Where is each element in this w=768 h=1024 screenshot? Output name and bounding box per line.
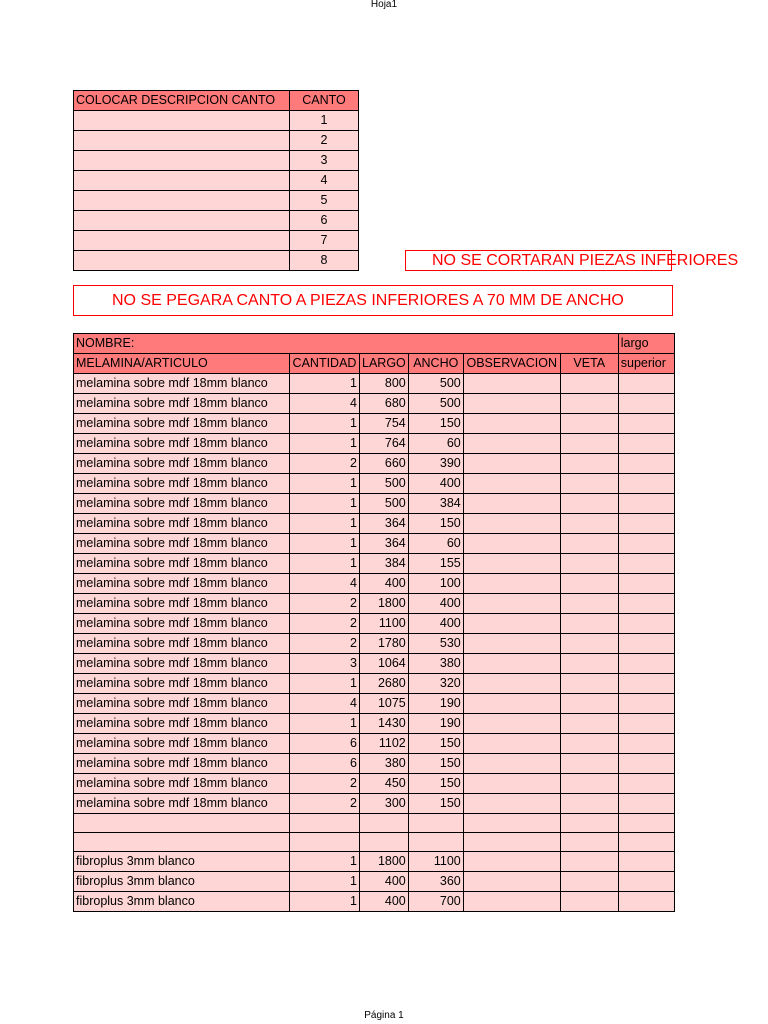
largo-cell[interactable]: 1102 (360, 734, 409, 754)
observacion-cell[interactable] (463, 774, 560, 794)
largo-superior-cell[interactable] (618, 594, 674, 614)
table-row (74, 674, 675, 694)
veta-cell[interactable] (560, 774, 618, 794)
ancho-cell[interactable]: 380 (408, 654, 463, 674)
ancho-cell[interactable]: 190 (408, 714, 463, 734)
table-row (74, 614, 675, 634)
cantidad-cell[interactable] (290, 814, 360, 833)
largo-superior-cell[interactable] (618, 494, 674, 514)
articulo-cell[interactable]: melamina sobre mdf 18mm blanco (74, 714, 290, 734)
articulo-cell[interactable]: melamina sobre mdf 18mm blanco (74, 514, 290, 534)
ancho-cell[interactable]: 700 (408, 892, 463, 912)
ancho-cell[interactable]: 190 (408, 694, 463, 714)
veta-cell[interactable] (560, 734, 618, 754)
largo-cell[interactable]: 1800 (360, 594, 409, 614)
articulo-cell[interactable]: melamina sobre mdf 18mm blanco (74, 734, 290, 754)
largo-cell[interactable]: 380 (360, 754, 409, 774)
cantidad-cell[interactable]: 1 (290, 494, 360, 514)
canto-description-cell[interactable] (74, 131, 290, 151)
ancho-header[interactable]: ANCHO (408, 354, 463, 374)
nombre-label[interactable]: NOMBRE: (74, 334, 619, 354)
largo-superior-cell[interactable] (618, 474, 674, 494)
largo-cell[interactable]: 680 (360, 394, 409, 414)
veta-cell[interactable] (560, 554, 618, 574)
articulo-cell[interactable]: melamina sobre mdf 18mm blanco (74, 774, 290, 794)
cantidad-cell[interactable]: 2 (290, 794, 360, 814)
observacion-cell[interactable] (463, 374, 560, 394)
table-row (74, 714, 675, 734)
canto-row (74, 131, 359, 151)
articulo-cell[interactable]: fibroplus 3mm blanco (74, 872, 290, 892)
observacion-header[interactable]: OBSERVACION (463, 354, 560, 374)
cantidad-header[interactable]: CANTIDAD (290, 354, 360, 374)
edge-notice: NO SE PEGARA CANTO A PIEZAS INFERIORES A 70 MM DE ANCHO (73, 285, 673, 316)
articulo-cell[interactable]: melamina sobre mdf 18mm blanco (74, 574, 290, 594)
cantidad-cell[interactable]: 2 (290, 634, 360, 654)
canto-number-cell[interactable]: 3 (290, 151, 359, 171)
canto-row (74, 211, 359, 231)
veta-cell[interactable] (560, 714, 618, 734)
largo-superior-cell[interactable] (618, 654, 674, 674)
largo-superior-cell[interactable] (618, 374, 674, 394)
table-row (74, 634, 675, 654)
table-row (74, 774, 675, 794)
observacion-cell[interactable] (463, 614, 560, 634)
observacion-cell[interactable] (463, 394, 560, 414)
observacion-cell[interactable] (463, 654, 560, 674)
largo-cell[interactable]: 1430 (360, 714, 409, 734)
veta-cell[interactable] (560, 414, 618, 434)
largo-superior-cell[interactable] (618, 833, 674, 852)
cantidad-cell[interactable]: 1 (290, 414, 360, 434)
ancho-cell[interactable]: 360 (408, 872, 463, 892)
canto-row (74, 251, 359, 271)
page-number: Página 1 (364, 1010, 404, 1021)
largo-cell[interactable]: 364 (360, 534, 409, 554)
ancho-cell[interactable]: 150 (408, 794, 463, 814)
canto-row (74, 151, 359, 171)
ancho-cell[interactable]: 530 (408, 634, 463, 654)
largo-cell[interactable]: 764 (360, 434, 409, 454)
ancho-cell[interactable]: 60 (408, 434, 463, 454)
canto-number-cell[interactable]: 4 (290, 171, 359, 191)
table-row (74, 892, 675, 912)
canto-row (74, 191, 359, 211)
articulo-cell[interactable]: melamina sobre mdf 18mm blanco (74, 454, 290, 474)
table-row (74, 394, 675, 414)
ancho-cell[interactable]: 1100 (408, 852, 463, 872)
ancho-cell[interactable]: 400 (408, 594, 463, 614)
ancho-cell[interactable]: 390 (408, 454, 463, 474)
observacion-cell[interactable] (463, 494, 560, 514)
articulo-cell[interactable]: melamina sobre mdf 18mm blanco (74, 694, 290, 714)
veta-cell[interactable] (560, 594, 618, 614)
ancho-cell[interactable]: 500 (408, 374, 463, 394)
canto-description-cell[interactable] (74, 211, 290, 231)
largo-cell[interactable]: 660 (360, 454, 409, 474)
cantidad-cell[interactable]: 1 (290, 374, 360, 394)
cantidad-cell[interactable]: 1 (290, 554, 360, 574)
ancho-cell[interactable]: 150 (408, 774, 463, 794)
cantidad-cell[interactable]: 2 (290, 774, 360, 794)
table-row (74, 434, 675, 454)
largo-cell[interactable]: 450 (360, 774, 409, 794)
articulo-cell[interactable]: melamina sobre mdf 18mm blanco (74, 534, 290, 554)
articulo-cell[interactable]: fibroplus 3mm blanco (74, 892, 290, 912)
articulo-header[interactable]: MELAMINA/ARTICULO (74, 354, 290, 374)
canto-description-cell[interactable] (74, 231, 290, 251)
cantidad-cell[interactable] (290, 833, 360, 852)
articulo-cell[interactable]: melamina sobre mdf 18mm blanco (74, 654, 290, 674)
largo-superior-cell[interactable] (618, 852, 674, 872)
veta-header[interactable]: VETA (560, 354, 618, 374)
largo-superior-cell[interactable] (618, 554, 674, 574)
articulo-cell[interactable]: melamina sobre mdf 18mm blanco (74, 554, 290, 574)
veta-cell[interactable] (560, 892, 618, 912)
canto-table (73, 90, 359, 271)
canto-description-header[interactable]: COLOCAR DESCRIPCION CANTO (74, 91, 290, 111)
largo-cell[interactable]: 1800 (360, 852, 409, 872)
largo-superior-cell[interactable] (618, 454, 674, 474)
table-row (74, 414, 675, 434)
ancho-cell[interactable] (408, 814, 463, 833)
veta-cell[interactable] (560, 614, 618, 634)
veta-cell[interactable] (560, 534, 618, 554)
canto-number-cell[interactable]: 7 (290, 231, 359, 251)
veta-cell[interactable] (560, 474, 618, 494)
largo-superior-cell[interactable] (618, 714, 674, 734)
articulo-cell[interactable]: melamina sobre mdf 18mm blanco (74, 434, 290, 454)
articulo-cell[interactable]: melamina sobre mdf 18mm blanco (74, 594, 290, 614)
canto-description-cell[interactable] (74, 151, 290, 171)
articulo-cell[interactable]: melamina sobre mdf 18mm blanco (74, 634, 290, 654)
cantidad-cell[interactable]: 2 (290, 594, 360, 614)
observacion-cell[interactable] (463, 474, 560, 494)
ancho-cell[interactable]: 150 (408, 514, 463, 534)
ancho-cell[interactable]: 155 (408, 554, 463, 574)
table-row (74, 754, 675, 774)
canto-row (74, 231, 359, 251)
canto-row (74, 111, 359, 131)
veta-cell[interactable] (560, 833, 618, 852)
table-row (74, 794, 675, 814)
observacion-cell[interactable] (463, 514, 560, 534)
column-header-row (74, 354, 675, 374)
veta-cell[interactable] (560, 394, 618, 414)
observacion-cell[interactable] (463, 852, 560, 872)
articulo-cell[interactable]: melamina sobre mdf 18mm blanco (74, 414, 290, 434)
largo-superior-cell[interactable] (618, 694, 674, 714)
ancho-cell[interactable]: 150 (408, 414, 463, 434)
observacion-cell[interactable] (463, 814, 560, 833)
table-row (74, 514, 675, 534)
observacion-cell[interactable] (463, 833, 560, 852)
articulo-cell[interactable]: fibroplus 3mm blanco (74, 852, 290, 872)
veta-cell[interactable] (560, 814, 618, 833)
largo-superior-cell[interactable] (618, 614, 674, 634)
observacion-cell[interactable] (463, 434, 560, 454)
articulo-cell[interactable]: melamina sobre mdf 18mm blanco (74, 374, 290, 394)
ancho-cell[interactable]: 400 (408, 614, 463, 634)
canto-number-cell[interactable]: 6 (290, 211, 359, 231)
pieces-table (73, 333, 675, 912)
table-row (74, 374, 675, 394)
articulo-cell[interactable] (74, 833, 290, 852)
cantidad-cell[interactable]: 3 (290, 654, 360, 674)
largo-superior-cell[interactable] (618, 414, 674, 434)
largo-cell[interactable]: 754 (360, 414, 409, 434)
canto-description-cell[interactable] (74, 171, 290, 191)
observacion-cell[interactable] (463, 754, 560, 774)
largo-superior-cell[interactable] (618, 674, 674, 694)
largo-superior-cell[interactable] (618, 774, 674, 794)
largo-cell[interactable]: 384 (360, 554, 409, 574)
table-row (74, 734, 675, 754)
largo-superior-cell[interactable] (618, 872, 674, 892)
largo-cell[interactable]: 400 (360, 574, 409, 594)
veta-cell[interactable] (560, 852, 618, 872)
largo-superior-cell[interactable] (618, 514, 674, 534)
cut-notice: NO SE CORTARAN PIEZAS INFERIORES (405, 250, 672, 271)
canto-number-cell[interactable]: 8 (290, 251, 359, 271)
veta-cell[interactable] (560, 694, 618, 714)
articulo-cell[interactable]: melamina sobre mdf 18mm blanco (74, 394, 290, 414)
largo-superior-cell[interactable] (618, 892, 674, 912)
observacion-cell[interactable] (463, 634, 560, 654)
veta-cell[interactable] (560, 434, 618, 454)
observacion-cell[interactable] (463, 714, 560, 734)
largo-cell[interactable]: 1064 (360, 654, 409, 674)
articulo-cell[interactable]: melamina sobre mdf 18mm blanco (74, 674, 290, 694)
largo-cell[interactable]: 400 (360, 892, 409, 912)
cantidad-cell[interactable]: 4 (290, 694, 360, 714)
largo-cell[interactable]: 2680 (360, 674, 409, 694)
veta-cell[interactable] (560, 374, 618, 394)
canto-number-cell[interactable]: 1 (290, 111, 359, 131)
cantidad-cell[interactable]: 2 (290, 614, 360, 634)
cantidad-cell[interactable]: 6 (290, 754, 360, 774)
largo-cell[interactable] (360, 814, 409, 833)
largo-cell[interactable]: 300 (360, 794, 409, 814)
articulo-cell[interactable]: melamina sobre mdf 18mm blanco (74, 794, 290, 814)
observacion-cell[interactable] (463, 534, 560, 554)
cantidad-cell[interactable]: 2 (290, 454, 360, 474)
veta-cell[interactable] (560, 754, 618, 774)
canto-number-header[interactable]: CANTO (290, 91, 359, 111)
canto-number-cell[interactable]: 2 (290, 131, 359, 151)
articulo-cell[interactable]: melamina sobre mdf 18mm blanco (74, 474, 290, 494)
table-row (74, 594, 675, 614)
largo-superior-bottom[interactable]: superior (618, 354, 674, 374)
canto-description-cell[interactable] (74, 251, 290, 271)
observacion-cell[interactable] (463, 414, 560, 434)
veta-cell[interactable] (560, 634, 618, 654)
largo-cell[interactable]: 500 (360, 494, 409, 514)
cantidad-cell[interactable]: 1 (290, 872, 360, 892)
largo-cell[interactable]: 1075 (360, 694, 409, 714)
cantidad-cell[interactable]: 1 (290, 514, 360, 534)
observacion-cell[interactable] (463, 872, 560, 892)
ancho-cell[interactable]: 384 (408, 494, 463, 514)
largo-header[interactable]: LARGO (360, 354, 409, 374)
canto-description-cell[interactable] (74, 111, 290, 131)
largo-cell[interactable]: 1100 (360, 614, 409, 634)
veta-cell[interactable] (560, 872, 618, 892)
cantidad-cell[interactable]: 1 (290, 674, 360, 694)
cantidad-cell[interactable]: 1 (290, 474, 360, 494)
veta-cell[interactable] (560, 454, 618, 474)
table-row (74, 534, 675, 554)
observacion-cell[interactable] (463, 574, 560, 594)
canto-header-row (74, 91, 359, 111)
largo-superior-top[interactable]: largo (618, 334, 674, 354)
cantidad-cell[interactable]: 1 (290, 534, 360, 554)
table-row (74, 574, 675, 594)
largo-cell[interactable]: 1780 (360, 634, 409, 654)
observacion-cell[interactable] (463, 454, 560, 474)
largo-superior-cell[interactable] (618, 794, 674, 814)
articulo-cell[interactable]: melamina sobre mdf 18mm blanco (74, 494, 290, 514)
largo-superior-cell[interactable] (618, 814, 674, 833)
nombre-row (74, 334, 675, 354)
cantidad-cell[interactable]: 6 (290, 734, 360, 754)
largo-cell[interactable]: 800 (360, 374, 409, 394)
table-row (74, 814, 675, 833)
table-row (74, 454, 675, 474)
observacion-cell[interactable] (463, 674, 560, 694)
ancho-cell[interactable]: 150 (408, 754, 463, 774)
table-row (74, 694, 675, 714)
ancho-cell[interactable]: 60 (408, 534, 463, 554)
largo-cell[interactable]: 400 (360, 872, 409, 892)
largo-cell[interactable]: 500 (360, 474, 409, 494)
sheet-name: Hoja1 (370, 0, 398, 10)
table-row (74, 654, 675, 674)
observacion-cell[interactable] (463, 694, 560, 714)
veta-cell[interactable] (560, 514, 618, 534)
largo-cell[interactable]: 364 (360, 514, 409, 534)
largo-superior-cell[interactable] (618, 754, 674, 774)
articulo-cell[interactable] (74, 814, 290, 833)
articulo-cell[interactable]: melamina sobre mdf 18mm blanco (74, 614, 290, 634)
veta-cell[interactable] (560, 794, 618, 814)
table-row (74, 872, 675, 892)
cantidad-cell[interactable]: 1 (290, 714, 360, 734)
canto-number-cell[interactable]: 5 (290, 191, 359, 211)
largo-superior-cell[interactable] (618, 574, 674, 594)
largo-superior-cell[interactable] (618, 734, 674, 754)
largo-superior-cell[interactable] (618, 434, 674, 454)
cantidad-cell[interactable]: 1 (290, 892, 360, 912)
table-row (74, 852, 675, 872)
cantidad-cell[interactable]: 4 (290, 574, 360, 594)
table-row (74, 474, 675, 494)
ancho-cell[interactable]: 150 (408, 734, 463, 754)
observacion-cell[interactable] (463, 594, 560, 614)
largo-superior-cell[interactable] (618, 634, 674, 654)
observacion-cell[interactable] (463, 734, 560, 754)
cantidad-cell[interactable]: 1 (290, 434, 360, 454)
ancho-cell[interactable] (408, 833, 463, 852)
table-row (74, 494, 675, 514)
canto-row (74, 171, 359, 191)
cantidad-cell[interactable]: 1 (290, 852, 360, 872)
veta-cell[interactable] (560, 494, 618, 514)
canto-description-cell[interactable] (74, 191, 290, 211)
articulo-cell[interactable]: melamina sobre mdf 18mm blanco (74, 754, 290, 774)
ancho-cell[interactable]: 500 (408, 394, 463, 414)
ancho-cell[interactable]: 400 (408, 474, 463, 494)
veta-cell[interactable] (560, 654, 618, 674)
table-row (74, 833, 675, 852)
largo-superior-cell[interactable] (618, 394, 674, 414)
table-row (74, 554, 675, 574)
ancho-cell[interactable]: 320 (408, 674, 463, 694)
ancho-cell[interactable]: 100 (408, 574, 463, 594)
observacion-cell[interactable] (463, 554, 560, 574)
cantidad-cell[interactable]: 4 (290, 394, 360, 414)
largo-cell[interactable] (360, 833, 409, 852)
observacion-cell[interactable] (463, 794, 560, 814)
largo-superior-cell[interactable] (618, 534, 674, 554)
veta-cell[interactable] (560, 674, 618, 694)
veta-cell[interactable] (560, 574, 618, 594)
observacion-cell[interactable] (463, 892, 560, 912)
